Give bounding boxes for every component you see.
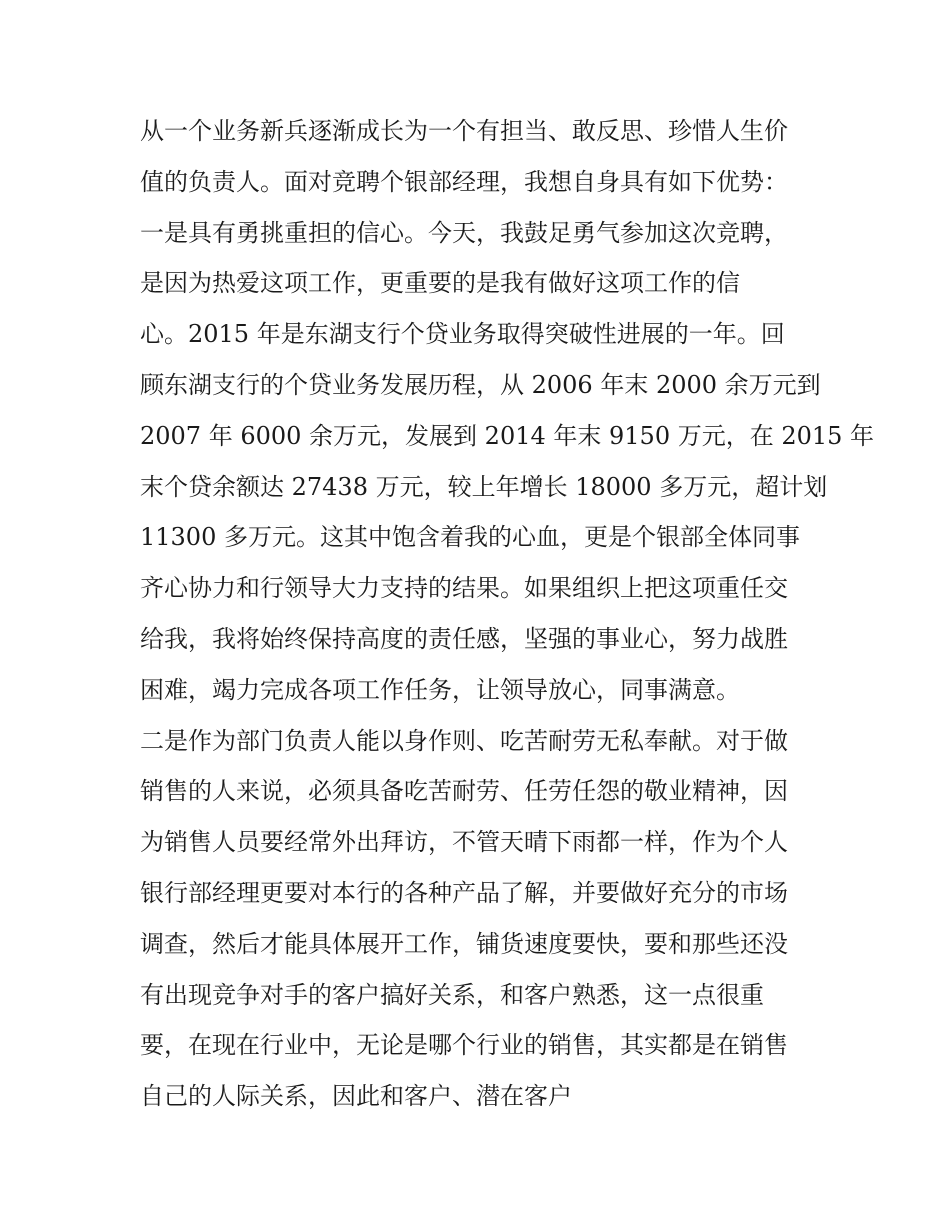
text-line: 调查，然后才能具体展开工作，铺货速度要快，要和那些还没 (140, 929, 788, 958)
text-line: 从一个业务新兵逐渐成长为一个有担当、敢反思、珍惜人生价 (140, 117, 788, 145)
text-line: 末个贷余额达 27438 万元，较上年增长 18000 多万元，超计划 (140, 472, 828, 501)
text-line: 11300 多万元。这其中饱含着我的心血，更是个银部全体同事 (140, 523, 800, 552)
text-line: 有出现竞争对手的客户搞好关系，和客户熟悉，这一点很重 (140, 980, 764, 1009)
text-line: 心。2015 年是东湖支行个贷业务取得突破性进展的一年。回 (140, 320, 785, 349)
text-line: 自己的人际关系，因此和客户、潜在客户 (140, 1082, 572, 1111)
text-line: 要，在现在行业中，无论是哪个行业的销售，其实都是在销售 (140, 1031, 788, 1060)
text-line: 销售的人来说，必须具备吃苦耐劳、任劳任怨的敬业精神，因 (140, 777, 788, 806)
text-line: 给我，我将始终保持高度的责任感，坚强的事业心，努力战胜 (140, 624, 788, 653)
text-line: 为销售人员要经常外出拜访，不管天晴下雨都一样，作为个人 (140, 828, 788, 857)
text-line: 银行部经理更要对本行的各种产品了解，并要做好充分的市场 (140, 878, 788, 907)
text-line: 二是作为部门负责人能以身作则、吃苦耐劳无私奉献。对于做 (140, 726, 788, 755)
body-text (140, 106, 875, 1122)
text-line: 是因为热爱这项工作，更重要的是我有做好这项工作的信 (140, 269, 740, 298)
text-line: 顾东湖支行的个贷业务发展历程，从 2006 年末 2000 余万元到 (140, 370, 821, 399)
text-line: 齐心协力和行领导大力支持的结果。如果组织上把这项重任交 (140, 574, 788, 603)
text-line: 一是具有勇挑重担的信心。今天，我鼓足勇气参加这次竞聘， (140, 218, 788, 247)
text-line: 值的负责人。面对竞聘个银部经理，我想自身具有如下优势： (140, 167, 788, 196)
text-line: 困难，竭力完成各项工作任务，让领导放心，同事满意。 (140, 675, 740, 704)
text-line: 2007 年 6000 余万元，发展到 2014 年末 9150 万元，在 2015 年 (140, 421, 875, 450)
